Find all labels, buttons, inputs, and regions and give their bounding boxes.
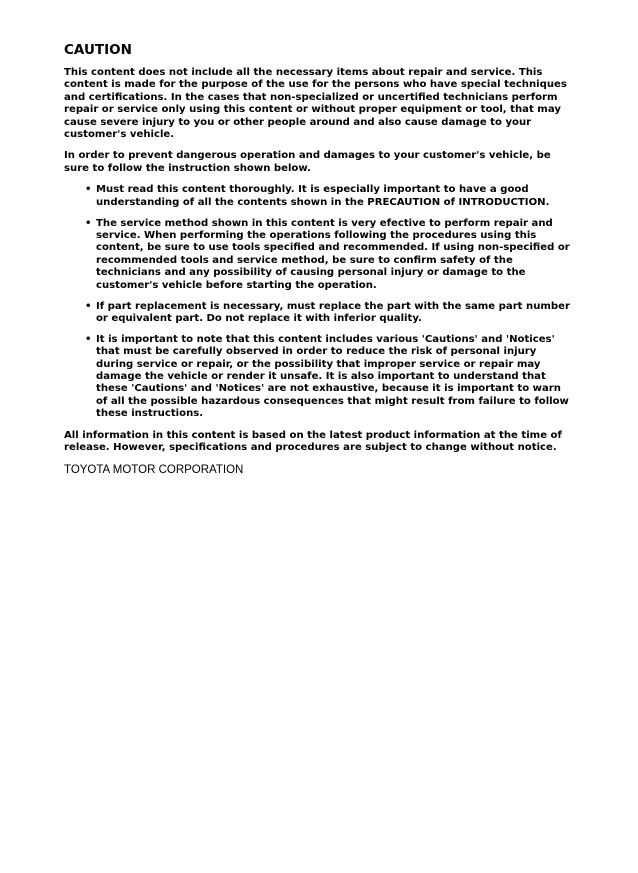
bullet-icon: • <box>85 333 92 345</box>
prevent-paragraph: In order to prevent dangerous operation and damages to your customer's vehicle, be sure to follow the instruction shown below. <box>64 150 551 174</box>
info-paragraph: All information in this content is based on the latest product information at the time of release. However, specifications and procedures are subject to change without notice. <box>64 429 562 454</box>
bullet-icon: • <box>85 300 92 312</box>
caution-heading: CAUTION <box>64 42 132 58</box>
list-item-text: Must read this content thoroughly. It is especially important to have a good understanding of all the contents shown in the PRECAUTION of INTRODUCTION. <box>96 184 550 208</box>
intro-paragraph: This content does not include all the necessary items about repair and service. This content is made for the purpose of the use for the persons who have special techniques and certifications. In the cases that non-specialized or uncertified technicians perform repair or service only using this content or without proper equipment or tool, that may cause severe injury to you or other people around and also cause damage to your customer's vehicle. <box>64 67 567 141</box>
list-item <box>64 218 574 292</box>
instruction-list <box>64 184 574 420</box>
list-item-text: If part replacement is necessary, must replace the part with the same part number or equivalent part. Do not replace it with inferior quality. <box>96 300 570 324</box>
document-page <box>64 42 574 477</box>
company-name: TOYOTA MOTOR CORPORATION <box>64 464 244 477</box>
list-item-text: It is important to note that this content includes various 'Cautions' and 'Notices' that must be carefully observed in order to reduce the risk of personal injury during service or repair, or the possibility that improper service or repair may damage the vehicle or render it unsafe. It is also important to understand that these 'Cautions' and 'Notices' are not exhaustive, because it is important to warn of all the possible hazardous consequences that might result from failure to follow these instructions. <box>96 333 569 420</box>
list-item-text: The service method shown in this content is very efective to perform repair and service. When performing the operations following the procedures using this content, be sure to use tools specified and recommended. If using non-specified or recommended tools and service method, be sure to confirm safety of the technicians and any possibility of causing personal injury or damage to the customer's vehicle before starting the operation. <box>96 217 570 291</box>
list-item <box>64 334 574 421</box>
bullet-icon: • <box>85 184 92 196</box>
list-item <box>64 301 574 326</box>
list-item <box>64 184 574 209</box>
bullet-icon: • <box>85 217 92 229</box>
